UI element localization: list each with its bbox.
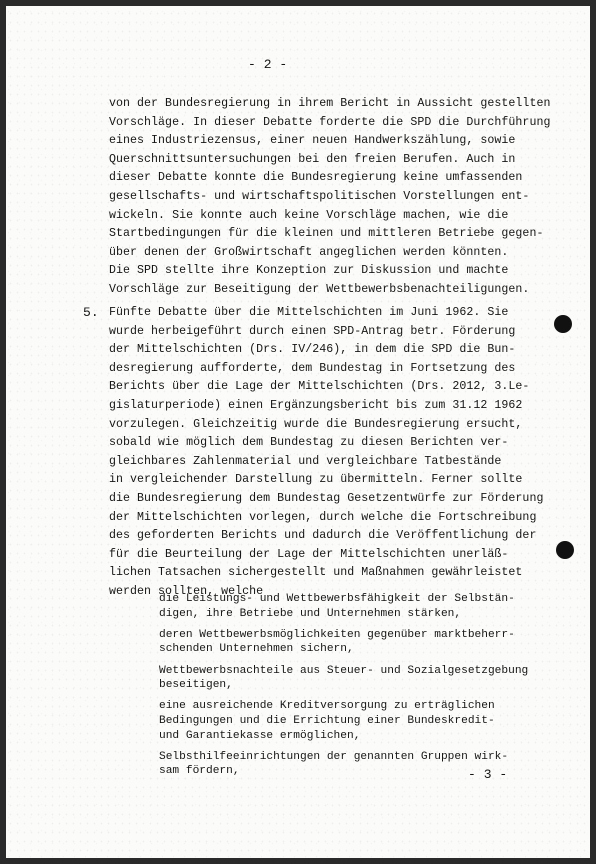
list-item: deren Wettbewerbsmöglichkeiten gegenüber marktbeherr- schenden Unternehmen sichern, — [159, 628, 515, 656]
list-item: eine ausreichende Kreditversorgung zu erträglichen Bedingungen und die Errichtung einer Bundeskredit- und Garantiekasse ermöglichen, — [159, 700, 495, 742]
punch-hole — [556, 541, 574, 559]
page-number-next: - 3 - — [468, 767, 508, 782]
scan-border-bottom — [0, 858, 596, 864]
punch-hole — [554, 315, 572, 333]
scan-border-left — [0, 0, 6, 864]
continued-paragraph: von der Bundesregierung in ihrem Bericht in Aussicht gestellten Vorschläge. In dieser Debatte forderte die SPD die Durchführung eines Industriezensus, einer neuen Handwerkszählung, sowie Querschnittsuntersuchungen bei den freien Berufen. Auch in dieser Debatte konnte die Bundesregierung keine umfassenden gesellschafts- und wirtschaftspolitischen Vorstellungen ent- wickeln. Sie konnte auch keine Vorschläge machen, wie die Startbedingungen für die kleinen und mittleren Betriebe gegen- über denen der Großwirtschaft angeglichen werden könnten. Die SPD stellte ihre Konzeption zur Diskussion und machte Vorschläge zur Beseitigung der Wettbewerbsbenachteiligungen. — [109, 97, 551, 296]
item-number: 5. — [83, 305, 99, 320]
scan-border-top — [0, 0, 596, 6]
page-number-top: - 2 - — [248, 57, 288, 72]
item-paragraph: Fünfte Debatte über die Mittelschichten im Juni 1962. Sie wurde herbeigeführt durch einen SPD-Antrag betr. Förderung der Mittelschichten (Drs. IV/246), in dem die SPD die Bun- desregierung aufforderte, dem Bundestag in Fortsetzung des Berichts über die Lage der Mittelschichten (Drs. 2012, 3.Le- gislaturperiode) einen Ergänzungsbericht bis zum 31.12 1962 vorzulegen. Gleichzeitig wurde die Bundesregierung ersucht, sobald wie möglich dem Bundestag zu diesen Berichten ver- gleichbares Zahlenmaterial und vergleichbare Tatbestände in vergleichender Darstellung zu übermitteln. Ferner sollte die Bundesregierung dem Bundestag Gesetzentwürfe zur Förderung der Mittelschichten vorlegen, durch welche die Fortschreibung des geforderten Berichts und dadurch die Veröffentlichung der für die Beurteilung der Lage der Mittelschichten unerläß- lichen Tatsachen sichergestellt und Maßnahmen gewährleistet werden sollten, welche — [109, 306, 544, 598]
measures-list — [159, 592, 528, 786]
scan-border-right — [590, 0, 596, 864]
list-item: Wettbewerbsnachteile aus Steuer- und Sozialgesetzgebung beseitigen, — [159, 664, 529, 692]
list-item: Selbsthilfeeinrichtungen der genannten Gruppen wirk- sam fördern, — [159, 750, 509, 778]
list-item: die Leistungs- und Wettbewerbsfähigkeit der Selbstän- digen, ihre Betriebe und Unternehmen stärken, — [159, 593, 515, 620]
